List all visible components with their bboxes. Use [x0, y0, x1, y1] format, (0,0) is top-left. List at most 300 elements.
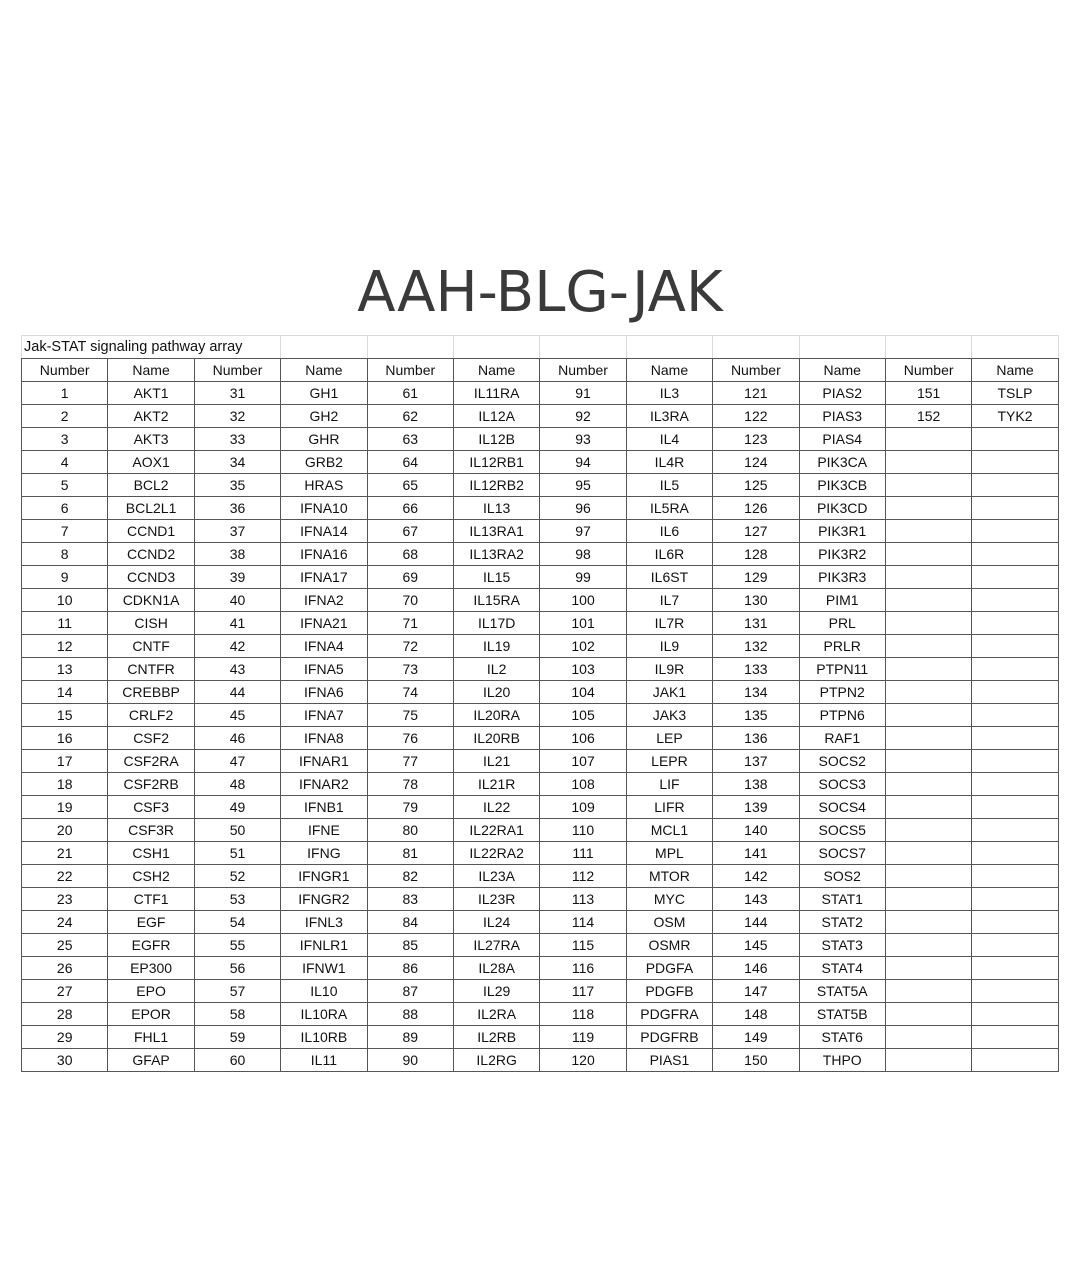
gene-name-cell: SOCS5: [799, 819, 885, 842]
number-cell: 31: [194, 382, 280, 405]
gene-name-cell: CISH: [108, 612, 194, 635]
gene-name-cell: EP300: [108, 957, 194, 980]
gene-name-cell: IL10: [281, 980, 367, 1003]
number-cell: 33: [194, 428, 280, 451]
number-cell: 85: [367, 934, 453, 957]
number-cell: 152: [885, 405, 971, 428]
column-header-name: Name: [799, 359, 885, 382]
gene-name-cell: IL10RB: [281, 1026, 367, 1049]
number-cell: 140: [713, 819, 799, 842]
gene-name-cell: IL11: [281, 1049, 367, 1072]
number-cell: 133: [713, 658, 799, 681]
gene-name-cell: IL22: [453, 796, 539, 819]
number-cell: 67: [367, 520, 453, 543]
number-cell: 24: [22, 911, 108, 934]
column-header-name: Name: [108, 359, 194, 382]
number-cell: 117: [540, 980, 626, 1003]
gene-name-cell: CTF1: [108, 888, 194, 911]
number-cell: 16: [22, 727, 108, 750]
gene-name-cell: IL6: [626, 520, 712, 543]
gene-name-cell: PIK3R1: [799, 520, 885, 543]
number-cell: 58: [194, 1003, 280, 1026]
number-cell: 46: [194, 727, 280, 750]
gene-name-cell: IFNA4: [281, 635, 367, 658]
number-cell: 32: [194, 405, 280, 428]
number-cell: 29: [22, 1026, 108, 1049]
gene-name-cell: PIAS2: [799, 382, 885, 405]
number-cell: 21: [22, 842, 108, 865]
number-cell: 75: [367, 704, 453, 727]
empty-cell: [281, 336, 367, 359]
gene-name-cell: PIAS3: [799, 405, 885, 428]
gene-name-cell: IL17D: [453, 612, 539, 635]
number-cell: 109: [540, 796, 626, 819]
gene-name-cell: PIK3CA: [799, 451, 885, 474]
number-cell: 3: [22, 428, 108, 451]
gene-array-table: [21, 335, 1059, 1072]
table-row: [22, 1049, 1059, 1072]
gene-name-cell: [972, 612, 1058, 635]
gene-name-cell: IL4: [626, 428, 712, 451]
number-cell: 131: [713, 612, 799, 635]
gene-name-cell: IL3: [626, 382, 712, 405]
gene-name-cell: IL28A: [453, 957, 539, 980]
number-cell: [885, 934, 971, 957]
gene-name-cell: [972, 750, 1058, 773]
number-cell: 20: [22, 819, 108, 842]
number-cell: 111: [540, 842, 626, 865]
number-cell: 115: [540, 934, 626, 957]
number-cell: 121: [713, 382, 799, 405]
number-cell: 106: [540, 727, 626, 750]
number-cell: 14: [22, 681, 108, 704]
number-cell: [885, 957, 971, 980]
gene-name-cell: MYC: [626, 888, 712, 911]
number-cell: [885, 520, 971, 543]
number-cell: [885, 635, 971, 658]
gene-name-cell: LEP: [626, 727, 712, 750]
number-cell: 41: [194, 612, 280, 635]
number-cell: 52: [194, 865, 280, 888]
gene-name-cell: AKT1: [108, 382, 194, 405]
gene-name-cell: IL21R: [453, 773, 539, 796]
table-row: [22, 704, 1059, 727]
table-row: [22, 405, 1059, 428]
number-cell: 51: [194, 842, 280, 865]
gene-name-cell: [972, 451, 1058, 474]
number-cell: [885, 911, 971, 934]
gene-name-cell: PIK3R3: [799, 566, 885, 589]
number-cell: 61: [367, 382, 453, 405]
gene-name-cell: STAT5A: [799, 980, 885, 1003]
gene-name-cell: IFNA16: [281, 543, 367, 566]
gene-name-cell: PTPN6: [799, 704, 885, 727]
number-cell: 100: [540, 589, 626, 612]
gene-name-cell: IL7: [626, 589, 712, 612]
table-row: [22, 1026, 1059, 1049]
gene-name-cell: PDGFB: [626, 980, 712, 1003]
gene-name-cell: [972, 474, 1058, 497]
gene-name-cell: IFNA14: [281, 520, 367, 543]
column-header-number: Number: [22, 359, 108, 382]
number-cell: 5: [22, 474, 108, 497]
gene-name-cell: PDGFA: [626, 957, 712, 980]
number-cell: 104: [540, 681, 626, 704]
number-cell: 141: [713, 842, 799, 865]
empty-cell: [713, 336, 799, 359]
number-cell: [885, 865, 971, 888]
gene-name-cell: IL27RA: [453, 934, 539, 957]
number-cell: [885, 704, 971, 727]
number-cell: 90: [367, 1049, 453, 1072]
gene-name-cell: IL15RA: [453, 589, 539, 612]
number-cell: 96: [540, 497, 626, 520]
gene-name-cell: [972, 980, 1058, 1003]
gene-name-cell: IFNAR2: [281, 773, 367, 796]
gene-name-cell: IL12A: [453, 405, 539, 428]
gene-name-cell: FHL1: [108, 1026, 194, 1049]
gene-name-cell: IL4R: [626, 451, 712, 474]
gene-name-cell: CCND3: [108, 566, 194, 589]
gene-name-cell: [972, 497, 1058, 520]
number-cell: [885, 888, 971, 911]
number-cell: 119: [540, 1026, 626, 1049]
number-cell: 132: [713, 635, 799, 658]
gene-name-cell: IL2RB: [453, 1026, 539, 1049]
number-cell: [885, 612, 971, 635]
column-header-number: Number: [540, 359, 626, 382]
gene-name-cell: IL7R: [626, 612, 712, 635]
gene-name-cell: THPO: [799, 1049, 885, 1072]
number-cell: 76: [367, 727, 453, 750]
gene-name-cell: [972, 842, 1058, 865]
number-cell: 95: [540, 474, 626, 497]
table-row: [22, 842, 1059, 865]
gene-name-cell: LEPR: [626, 750, 712, 773]
number-cell: 12: [22, 635, 108, 658]
gene-name-cell: IL22RA2: [453, 842, 539, 865]
table-row: [22, 957, 1059, 980]
gene-name-cell: IFNL3: [281, 911, 367, 934]
number-cell: [885, 474, 971, 497]
table-row: [22, 635, 1059, 658]
gene-name-cell: PIK3CD: [799, 497, 885, 520]
gene-name-cell: IL9: [626, 635, 712, 658]
number-cell: 49: [194, 796, 280, 819]
gene-name-cell: STAT1: [799, 888, 885, 911]
number-cell: 82: [367, 865, 453, 888]
gene-name-cell: [972, 658, 1058, 681]
gene-name-cell: PIM1: [799, 589, 885, 612]
number-cell: 55: [194, 934, 280, 957]
empty-cell: [540, 336, 626, 359]
number-cell: 25: [22, 934, 108, 957]
number-cell: 22: [22, 865, 108, 888]
gene-name-cell: IL20: [453, 681, 539, 704]
gene-name-cell: IL6ST: [626, 566, 712, 589]
table-row: [22, 658, 1059, 681]
gene-name-cell: CSF2RB: [108, 773, 194, 796]
gene-name-cell: IL2RG: [453, 1049, 539, 1072]
table-row: [22, 451, 1059, 474]
gene-name-cell: [972, 796, 1058, 819]
gene-name-cell: LIF: [626, 773, 712, 796]
gene-name-cell: IL29: [453, 980, 539, 1003]
table-row: [22, 520, 1059, 543]
gene-name-cell: [972, 704, 1058, 727]
gene-name-cell: EGF: [108, 911, 194, 934]
number-cell: 71: [367, 612, 453, 635]
gene-name-cell: [972, 865, 1058, 888]
gene-name-cell: IL23A: [453, 865, 539, 888]
gene-name-cell: CNTFR: [108, 658, 194, 681]
table-row: [22, 934, 1059, 957]
number-cell: 38: [194, 543, 280, 566]
gene-name-cell: EPO: [108, 980, 194, 1003]
gene-name-cell: [972, 727, 1058, 750]
gene-name-cell: IFNA7: [281, 704, 367, 727]
number-cell: 88: [367, 1003, 453, 1026]
number-cell: 135: [713, 704, 799, 727]
gene-name-cell: IFNA21: [281, 612, 367, 635]
gene-name-cell: IL10RA: [281, 1003, 367, 1026]
number-cell: 47: [194, 750, 280, 773]
gene-name-cell: MTOR: [626, 865, 712, 888]
table-row: [22, 911, 1059, 934]
number-cell: 136: [713, 727, 799, 750]
number-cell: [885, 980, 971, 1003]
gene-name-cell: IFNA5: [281, 658, 367, 681]
gene-name-cell: GRB2: [281, 451, 367, 474]
gene-name-cell: IL13RA2: [453, 543, 539, 566]
gene-name-cell: IFNA17: [281, 566, 367, 589]
gene-name-cell: STAT3: [799, 934, 885, 957]
column-header-number: Number: [367, 359, 453, 382]
gene-name-cell: IFNGR2: [281, 888, 367, 911]
number-cell: 147: [713, 980, 799, 1003]
number-cell: 125: [713, 474, 799, 497]
gene-name-cell: PIAS1: [626, 1049, 712, 1072]
gene-name-cell: IL12RB1: [453, 451, 539, 474]
table-row: [22, 566, 1059, 589]
number-cell: 105: [540, 704, 626, 727]
number-cell: 146: [713, 957, 799, 980]
number-cell: 86: [367, 957, 453, 980]
gene-name-cell: PIAS4: [799, 428, 885, 451]
gene-name-cell: CCND2: [108, 543, 194, 566]
number-cell: 64: [367, 451, 453, 474]
gene-name-cell: PRL: [799, 612, 885, 635]
number-cell: [885, 497, 971, 520]
gene-name-cell: SOS2: [799, 865, 885, 888]
gene-name-cell: [972, 888, 1058, 911]
gene-name-cell: EGFR: [108, 934, 194, 957]
number-cell: 27: [22, 980, 108, 1003]
number-cell: 2: [22, 405, 108, 428]
gene-name-cell: STAT6: [799, 1026, 885, 1049]
number-cell: 57: [194, 980, 280, 1003]
gene-name-cell: [972, 1026, 1058, 1049]
gene-name-cell: IL5RA: [626, 497, 712, 520]
number-cell: 148: [713, 1003, 799, 1026]
gene-name-cell: CCND1: [108, 520, 194, 543]
table-row: [22, 773, 1059, 796]
gene-name-cell: LIFR: [626, 796, 712, 819]
table-row: [22, 543, 1059, 566]
gene-name-cell: [972, 543, 1058, 566]
number-cell: 137: [713, 750, 799, 773]
number-cell: 79: [367, 796, 453, 819]
gene-name-cell: IFNG: [281, 842, 367, 865]
number-cell: 65: [367, 474, 453, 497]
empty-cell: [799, 336, 885, 359]
gene-name-cell: GH1: [281, 382, 367, 405]
number-cell: [885, 658, 971, 681]
gene-name-cell: IFNB1: [281, 796, 367, 819]
gene-name-cell: PIK3R2: [799, 543, 885, 566]
gene-name-cell: CRLF2: [108, 704, 194, 727]
gene-name-cell: EPOR: [108, 1003, 194, 1026]
gene-name-cell: IL2RA: [453, 1003, 539, 1026]
gene-name-cell: GHR: [281, 428, 367, 451]
gene-name-cell: CNTF: [108, 635, 194, 658]
gene-name-cell: CSF2: [108, 727, 194, 750]
number-cell: 101: [540, 612, 626, 635]
gene-name-cell: TYK2: [972, 405, 1058, 428]
gene-name-cell: JAK3: [626, 704, 712, 727]
gene-name-cell: [972, 911, 1058, 934]
table-row: [22, 589, 1059, 612]
gene-name-cell: MPL: [626, 842, 712, 865]
gene-name-cell: [972, 566, 1058, 589]
gene-name-cell: CSF3R: [108, 819, 194, 842]
number-cell: 19: [22, 796, 108, 819]
gene-name-cell: IL12B: [453, 428, 539, 451]
gene-name-cell: SOCS7: [799, 842, 885, 865]
number-cell: 92: [540, 405, 626, 428]
number-cell: 98: [540, 543, 626, 566]
number-cell: 23: [22, 888, 108, 911]
number-cell: 103: [540, 658, 626, 681]
gene-name-cell: HRAS: [281, 474, 367, 497]
gene-name-cell: [972, 773, 1058, 796]
number-cell: 26: [22, 957, 108, 980]
number-cell: 42: [194, 635, 280, 658]
gene-name-cell: OSMR: [626, 934, 712, 957]
number-cell: 68: [367, 543, 453, 566]
table-row: [22, 382, 1059, 405]
number-cell: 112: [540, 865, 626, 888]
number-cell: 143: [713, 888, 799, 911]
gene-name-cell: [972, 934, 1058, 957]
number-cell: 4: [22, 451, 108, 474]
gene-name-cell: IL24: [453, 911, 539, 934]
number-cell: 60: [194, 1049, 280, 1072]
number-cell: 124: [713, 451, 799, 474]
number-cell: 145: [713, 934, 799, 957]
gene-name-cell: IL6R: [626, 543, 712, 566]
gene-name-cell: IFNA8: [281, 727, 367, 750]
table-row: [22, 428, 1059, 451]
gene-name-cell: IL5: [626, 474, 712, 497]
number-cell: 18: [22, 773, 108, 796]
number-cell: 84: [367, 911, 453, 934]
gene-name-cell: STAT4: [799, 957, 885, 980]
gene-name-cell: CDKN1A: [108, 589, 194, 612]
number-cell: 70: [367, 589, 453, 612]
number-cell: [885, 428, 971, 451]
gene-name-cell: IFNW1: [281, 957, 367, 980]
column-header-name: Name: [972, 359, 1058, 382]
number-cell: 7: [22, 520, 108, 543]
number-cell: [885, 842, 971, 865]
number-cell: [885, 1003, 971, 1026]
empty-cell: [453, 336, 539, 359]
table-row: [22, 1003, 1059, 1026]
gene-name-cell: IL19: [453, 635, 539, 658]
number-cell: 73: [367, 658, 453, 681]
number-cell: 107: [540, 750, 626, 773]
number-cell: [885, 1026, 971, 1049]
number-cell: 43: [194, 658, 280, 681]
column-header-number: Number: [885, 359, 971, 382]
gene-name-cell: IFNE: [281, 819, 367, 842]
empty-cell: [626, 336, 712, 359]
number-cell: 59: [194, 1026, 280, 1049]
gene-name-cell: [972, 957, 1058, 980]
gene-name-cell: IFNA10: [281, 497, 367, 520]
number-cell: [885, 727, 971, 750]
number-cell: 15: [22, 704, 108, 727]
gene-name-cell: [972, 1003, 1058, 1026]
gene-name-cell: BCL2: [108, 474, 194, 497]
number-cell: 34: [194, 451, 280, 474]
empty-cell: [885, 336, 971, 359]
gene-name-cell: GH2: [281, 405, 367, 428]
number-cell: [885, 681, 971, 704]
gene-name-cell: BCL2L1: [108, 497, 194, 520]
gene-name-cell: IL2: [453, 658, 539, 681]
header-row: [22, 359, 1059, 382]
column-header-number: Number: [194, 359, 280, 382]
number-cell: [885, 543, 971, 566]
number-cell: 9: [22, 566, 108, 589]
table-row: [22, 819, 1059, 842]
number-cell: 116: [540, 957, 626, 980]
number-cell: 118: [540, 1003, 626, 1026]
number-cell: 53: [194, 888, 280, 911]
gene-name-cell: IFNLR1: [281, 934, 367, 957]
gene-name-cell: AOX1: [108, 451, 194, 474]
number-cell: 69: [367, 566, 453, 589]
gene-name-cell: CSH2: [108, 865, 194, 888]
number-cell: 127: [713, 520, 799, 543]
gene-name-cell: IL9R: [626, 658, 712, 681]
gene-name-cell: TSLP: [972, 382, 1058, 405]
gene-name-cell: IL15: [453, 566, 539, 589]
number-cell: 72: [367, 635, 453, 658]
gene-name-cell: [972, 635, 1058, 658]
page-title: AAH-BLG-JAK: [357, 260, 723, 325]
gene-name-cell: RAF1: [799, 727, 885, 750]
number-cell: 74: [367, 681, 453, 704]
column-header-name: Name: [281, 359, 367, 382]
number-cell: 10: [22, 589, 108, 612]
number-cell: [885, 773, 971, 796]
number-cell: 45: [194, 704, 280, 727]
number-cell: 97: [540, 520, 626, 543]
gene-name-cell: STAT5B: [799, 1003, 885, 1026]
